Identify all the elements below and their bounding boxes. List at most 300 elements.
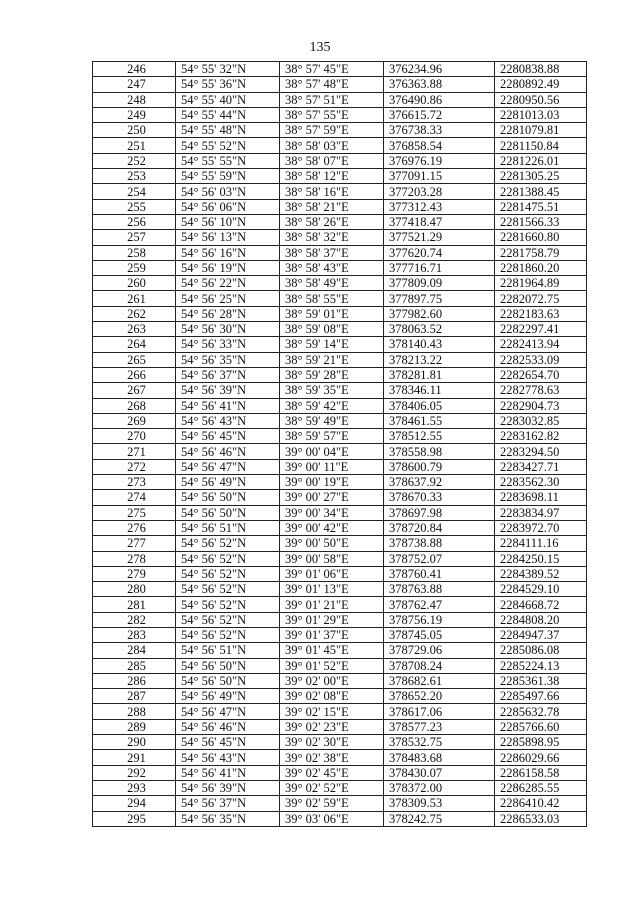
coordinates-table [92,61,587,827]
longitude-cell: 39° 00' 50"E [280,536,384,551]
longitude-cell: 39° 02' 59"E [280,796,384,811]
table-row [93,107,587,122]
latitude-cell: 54° 56' 47"N [176,704,280,719]
table-row [93,169,587,184]
longitude-cell: 38° 59' 21"E [280,352,384,367]
y-coordinate-cell: 2281079.81 [495,123,587,138]
table-row [93,230,587,245]
latitude-cell: 54° 56' 51"N [176,520,280,535]
longitude-cell: 39° 00' 19"E [280,475,384,490]
latitude-cell: 54° 56' 46"N [176,719,280,734]
latitude-cell: 54° 56' 28"N [176,306,280,321]
longitude-cell: 38° 58' 26"E [280,214,384,229]
y-coordinate-cell: 2281660.80 [495,230,587,245]
table-row [93,735,587,750]
latitude-cell: 54° 56' 52"N [176,612,280,627]
point-number-cell: 276 [93,520,176,535]
table-row [93,520,587,535]
point-number-cell: 273 [93,475,176,490]
point-number-cell: 287 [93,689,176,704]
latitude-cell: 54° 56' 33"N [176,337,280,352]
table-row [93,551,587,566]
table-row [93,260,587,275]
point-number-cell: 266 [93,367,176,382]
point-number-cell: 256 [93,214,176,229]
point-number-cell: 288 [93,704,176,719]
y-coordinate-cell: 2286410.42 [495,796,587,811]
longitude-cell: 39° 02' 00"E [280,673,384,688]
longitude-cell: 38° 58' 03"E [280,138,384,153]
point-number-cell: 279 [93,566,176,581]
x-coordinate-cell: 376615.72 [384,107,495,122]
point-number-cell: 260 [93,276,176,291]
latitude-cell: 54° 56' 35"N [176,811,280,826]
table-row [93,306,587,321]
point-number-cell: 267 [93,383,176,398]
x-coordinate-cell: 378372.00 [384,780,495,795]
y-coordinate-cell: 2280892.49 [495,77,587,92]
longitude-cell: 38° 57' 45"E [280,62,384,77]
latitude-cell: 54° 56' 35"N [176,352,280,367]
y-coordinate-cell: 2286029.66 [495,750,587,765]
x-coordinate-cell: 377982.60 [384,306,495,321]
y-coordinate-cell: 2285766.60 [495,719,587,734]
y-coordinate-cell: 2280950.56 [495,92,587,107]
x-coordinate-cell: 378406.05 [384,398,495,413]
y-coordinate-cell: 2283698.11 [495,490,587,505]
table-row [93,658,587,673]
latitude-cell: 54° 56' 45"N [176,429,280,444]
y-coordinate-cell: 2284529.10 [495,582,587,597]
y-coordinate-cell: 2284668.72 [495,597,587,612]
table-row [93,199,587,214]
longitude-cell: 38° 59' 42"E [280,398,384,413]
y-coordinate-cell: 2282072.75 [495,291,587,306]
point-number-cell: 254 [93,184,176,199]
longitude-cell: 39° 02' 38"E [280,750,384,765]
point-number-cell: 295 [93,811,176,826]
table-row [93,429,587,444]
point-number-cell: 265 [93,352,176,367]
y-coordinate-cell: 2284947.37 [495,627,587,642]
latitude-cell: 54° 56' 22"N [176,276,280,291]
table-row [93,77,587,92]
latitude-cell: 54° 56' 37"N [176,796,280,811]
longitude-cell: 38° 58' 43"E [280,260,384,275]
x-coordinate-cell: 377091.15 [384,169,495,184]
table-row [93,643,587,658]
x-coordinate-cell: 378762.47 [384,597,495,612]
latitude-cell: 54° 56' 30"N [176,322,280,337]
table-row [93,245,587,260]
point-number-cell: 247 [93,77,176,92]
coordinates-table-body [93,62,587,827]
x-coordinate-cell: 378670.33 [384,490,495,505]
latitude-cell: 54° 56' 10"N [176,214,280,229]
latitude-cell: 54° 56' 39"N [176,780,280,795]
longitude-cell: 38° 59' 01"E [280,306,384,321]
y-coordinate-cell: 2281226.01 [495,153,587,168]
table-row [93,322,587,337]
latitude-cell: 54° 55' 52"N [176,138,280,153]
y-coordinate-cell: 2285632.78 [495,704,587,719]
y-coordinate-cell: 2281964.89 [495,276,587,291]
point-number-cell: 274 [93,490,176,505]
point-number-cell: 293 [93,780,176,795]
longitude-cell: 38° 57' 59"E [280,123,384,138]
table-row [93,62,587,77]
y-coordinate-cell: 2282654.70 [495,367,587,382]
longitude-cell: 38° 58' 37"E [280,245,384,260]
x-coordinate-cell: 376858.54 [384,138,495,153]
longitude-cell: 38° 59' 49"E [280,413,384,428]
longitude-cell: 38° 59' 08"E [280,322,384,337]
x-coordinate-cell: 378760.41 [384,566,495,581]
latitude-cell: 54° 56' 06"N [176,199,280,214]
x-coordinate-cell: 378461.55 [384,413,495,428]
table-row [93,780,587,795]
table-row [93,536,587,551]
point-number-cell: 268 [93,398,176,413]
point-number-cell: 250 [93,123,176,138]
y-coordinate-cell: 2281013.03 [495,107,587,122]
x-coordinate-cell: 377897.75 [384,291,495,306]
table-row [93,214,587,229]
latitude-cell: 54° 56' 52"N [176,536,280,551]
longitude-cell: 39° 02' 23"E [280,719,384,734]
y-coordinate-cell: 2283294.50 [495,444,587,459]
longitude-cell: 38° 57' 55"E [280,107,384,122]
y-coordinate-cell: 2282533.09 [495,352,587,367]
y-coordinate-cell: 2281388.45 [495,184,587,199]
point-number-cell: 291 [93,750,176,765]
y-coordinate-cell: 2282413.94 [495,337,587,352]
latitude-cell: 54° 56' 43"N [176,750,280,765]
point-number-cell: 246 [93,62,176,77]
latitude-cell: 54° 56' 45"N [176,735,280,750]
latitude-cell: 54° 56' 51"N [176,643,280,658]
longitude-cell: 38° 59' 28"E [280,367,384,382]
latitude-cell: 54° 56' 43"N [176,413,280,428]
x-coordinate-cell: 378745.05 [384,627,495,642]
x-coordinate-cell: 378708.24 [384,658,495,673]
table-row [93,276,587,291]
table-row [93,352,587,367]
latitude-cell: 54° 56' 50"N [176,658,280,673]
point-number-cell: 251 [93,138,176,153]
point-number-cell: 282 [93,612,176,627]
x-coordinate-cell: 378309.53 [384,796,495,811]
latitude-cell: 54° 56' 52"N [176,566,280,581]
table-row [93,811,587,826]
x-coordinate-cell: 378682.61 [384,673,495,688]
table-row [93,796,587,811]
point-number-cell: 272 [93,459,176,474]
table-row [93,367,587,382]
latitude-cell: 54° 56' 52"N [176,627,280,642]
longitude-cell: 39° 01' 06"E [280,566,384,581]
latitude-cell: 54° 56' 52"N [176,551,280,566]
point-number-cell: 286 [93,673,176,688]
table-row [93,490,587,505]
latitude-cell: 54° 56' 52"N [176,582,280,597]
longitude-cell: 39° 00' 42"E [280,520,384,535]
longitude-cell: 39° 01' 37"E [280,627,384,642]
y-coordinate-cell: 2281758.79 [495,245,587,260]
y-coordinate-cell: 2282778.63 [495,383,587,398]
table-row [93,184,587,199]
x-coordinate-cell: 377418.47 [384,214,495,229]
point-number-cell: 269 [93,413,176,428]
table-row [93,719,587,734]
longitude-cell: 39° 01' 52"E [280,658,384,673]
x-coordinate-cell: 378617.06 [384,704,495,719]
longitude-cell: 38° 58' 49"E [280,276,384,291]
table-row [93,505,587,520]
latitude-cell: 54° 55' 59"N [176,169,280,184]
x-coordinate-cell: 376738.33 [384,123,495,138]
point-number-cell: 284 [93,643,176,658]
table-row [93,153,587,168]
longitude-cell: 39° 00' 11"E [280,459,384,474]
table-row [93,138,587,153]
x-coordinate-cell: 376363.88 [384,77,495,92]
latitude-cell: 54° 56' 49"N [176,689,280,704]
longitude-cell: 39° 02' 52"E [280,780,384,795]
table-row [93,123,587,138]
longitude-cell: 38° 58' 55"E [280,291,384,306]
x-coordinate-cell: 378697.98 [384,505,495,520]
x-coordinate-cell: 378637.92 [384,475,495,490]
latitude-cell: 54° 56' 50"N [176,490,280,505]
latitude-cell: 54° 56' 03"N [176,184,280,199]
table-row [93,750,587,765]
point-number-cell: 275 [93,505,176,520]
y-coordinate-cell: 2283427.71 [495,459,587,474]
longitude-cell: 39° 02' 45"E [280,765,384,780]
y-coordinate-cell: 2280838.88 [495,62,587,77]
point-number-cell: 280 [93,582,176,597]
point-number-cell: 253 [93,169,176,184]
table-row [93,291,587,306]
latitude-cell: 54° 56' 19"N [176,260,280,275]
y-coordinate-cell: 2283972.70 [495,520,587,535]
x-coordinate-cell: 377809.09 [384,276,495,291]
x-coordinate-cell: 378140.43 [384,337,495,352]
x-coordinate-cell: 378483.68 [384,750,495,765]
x-coordinate-cell: 378512.55 [384,429,495,444]
latitude-cell: 54° 55' 32"N [176,62,280,77]
point-number-cell: 263 [93,322,176,337]
y-coordinate-cell: 2281475.51 [495,199,587,214]
y-coordinate-cell: 2284808.20 [495,612,587,627]
table-row [93,704,587,719]
longitude-cell: 39° 02' 30"E [280,735,384,750]
longitude-cell: 39° 01' 21"E [280,597,384,612]
x-coordinate-cell: 378558.98 [384,444,495,459]
x-coordinate-cell: 378729.06 [384,643,495,658]
y-coordinate-cell: 2284389.52 [495,566,587,581]
latitude-cell: 54° 55' 40"N [176,92,280,107]
point-number-cell: 255 [93,199,176,214]
point-number-cell: 283 [93,627,176,642]
table-row [93,566,587,581]
point-number-cell: 292 [93,765,176,780]
y-coordinate-cell: 2284111.16 [495,536,587,551]
latitude-cell: 54° 56' 37"N [176,367,280,382]
x-coordinate-cell: 378756.19 [384,612,495,627]
longitude-cell: 38° 59' 57"E [280,429,384,444]
latitude-cell: 54° 55' 36"N [176,77,280,92]
table-row [93,444,587,459]
longitude-cell: 38° 57' 51"E [280,92,384,107]
table-row [93,673,587,688]
x-coordinate-cell: 377620.74 [384,245,495,260]
point-number-cell: 264 [93,337,176,352]
x-coordinate-cell: 378720.84 [384,520,495,535]
y-coordinate-cell: 2286285.55 [495,780,587,795]
x-coordinate-cell: 378600.79 [384,459,495,474]
y-coordinate-cell: 2283032.85 [495,413,587,428]
longitude-cell: 39° 01' 13"E [280,582,384,597]
latitude-cell: 54° 56' 41"N [176,765,280,780]
x-coordinate-cell: 378577.23 [384,719,495,734]
y-coordinate-cell: 2281566.33 [495,214,587,229]
longitude-cell: 38° 58' 32"E [280,230,384,245]
point-number-cell: 248 [93,92,176,107]
table-row [93,383,587,398]
latitude-cell: 54° 56' 50"N [176,505,280,520]
latitude-cell: 54° 55' 44"N [176,107,280,122]
y-coordinate-cell: 2282297.41 [495,322,587,337]
point-number-cell: 289 [93,719,176,734]
y-coordinate-cell: 2285361.38 [495,673,587,688]
y-coordinate-cell: 2285497.66 [495,689,587,704]
x-coordinate-cell: 378346.11 [384,383,495,398]
longitude-cell: 39° 00' 58"E [280,551,384,566]
latitude-cell: 54° 56' 52"N [176,597,280,612]
x-coordinate-cell: 377203.28 [384,184,495,199]
longitude-cell: 39° 00' 04"E [280,444,384,459]
x-coordinate-cell: 378738.88 [384,536,495,551]
point-number-cell: 277 [93,536,176,551]
latitude-cell: 54° 56' 25"N [176,291,280,306]
table-row [93,582,587,597]
point-number-cell: 290 [93,735,176,750]
x-coordinate-cell: 378532.75 [384,735,495,750]
longitude-cell: 39° 00' 27"E [280,490,384,505]
table-row [93,597,587,612]
point-number-cell: 258 [93,245,176,260]
y-coordinate-cell: 2285898.95 [495,735,587,750]
x-coordinate-cell: 378063.52 [384,322,495,337]
table-row [93,689,587,704]
table-row [93,627,587,642]
point-number-cell: 285 [93,658,176,673]
y-coordinate-cell: 2281305.25 [495,169,587,184]
x-coordinate-cell: 377521.29 [384,230,495,245]
y-coordinate-cell: 2285086.08 [495,643,587,658]
point-number-cell: 259 [93,260,176,275]
point-number-cell: 270 [93,429,176,444]
y-coordinate-cell: 2286533.03 [495,811,587,826]
y-coordinate-cell: 2285224.13 [495,658,587,673]
point-number-cell: 249 [93,107,176,122]
latitude-cell: 54° 56' 46"N [176,444,280,459]
point-number-cell: 271 [93,444,176,459]
point-number-cell: 294 [93,796,176,811]
latitude-cell: 54° 56' 16"N [176,245,280,260]
page-number: 135 [309,40,331,55]
longitude-cell: 38° 59' 35"E [280,383,384,398]
point-number-cell: 257 [93,230,176,245]
latitude-cell: 54° 56' 49"N [176,475,280,490]
x-coordinate-cell: 377716.71 [384,260,495,275]
x-coordinate-cell: 377312.43 [384,199,495,214]
table-row [93,92,587,107]
longitude-cell: 39° 01' 45"E [280,643,384,658]
x-coordinate-cell: 376976.19 [384,153,495,168]
latitude-cell: 54° 56' 41"N [176,398,280,413]
latitude-cell: 54° 56' 13"N [176,230,280,245]
y-coordinate-cell: 2282183.63 [495,306,587,321]
longitude-cell: 39° 03' 06"E [280,811,384,826]
table-row [93,459,587,474]
x-coordinate-cell: 376234.96 [384,62,495,77]
longitude-cell: 39° 01' 29"E [280,612,384,627]
x-coordinate-cell: 378430.07 [384,765,495,780]
y-coordinate-cell: 2282904.73 [495,398,587,413]
x-coordinate-cell: 378752.07 [384,551,495,566]
longitude-cell: 38° 58' 07"E [280,153,384,168]
longitude-cell: 38° 58' 21"E [280,199,384,214]
y-coordinate-cell: 2283562.30 [495,475,587,490]
table-row [93,475,587,490]
point-number-cell: 262 [93,306,176,321]
table-row [93,765,587,780]
y-coordinate-cell: 2281150.84 [495,138,587,153]
latitude-cell: 54° 56' 50"N [176,673,280,688]
longitude-cell: 38° 57' 48"E [280,77,384,92]
x-coordinate-cell: 378242.75 [384,811,495,826]
longitude-cell: 38° 59' 14"E [280,337,384,352]
longitude-cell: 39° 02' 08"E [280,689,384,704]
point-number-cell: 261 [93,291,176,306]
y-coordinate-cell: 2283162.82 [495,429,587,444]
longitude-cell: 38° 58' 16"E [280,184,384,199]
latitude-cell: 54° 55' 55"N [176,153,280,168]
x-coordinate-cell: 378763.88 [384,582,495,597]
point-number-cell: 281 [93,597,176,612]
table-row [93,413,587,428]
table-row [93,337,587,352]
y-coordinate-cell: 2286158.58 [495,765,587,780]
x-coordinate-cell: 378213.22 [384,352,495,367]
point-number-cell: 278 [93,551,176,566]
longitude-cell: 39° 00' 34"E [280,505,384,520]
x-coordinate-cell: 378652.20 [384,689,495,704]
longitude-cell: 39° 02' 15"E [280,704,384,719]
table-row [93,398,587,413]
x-coordinate-cell: 378281.81 [384,367,495,382]
point-number-cell: 252 [93,153,176,168]
x-coordinate-cell: 376490.86 [384,92,495,107]
y-coordinate-cell: 2284250.15 [495,551,587,566]
y-coordinate-cell: 2281860.20 [495,260,587,275]
latitude-cell: 54° 56' 47"N [176,459,280,474]
latitude-cell: 54° 55' 48"N [176,123,280,138]
table-row [93,612,587,627]
